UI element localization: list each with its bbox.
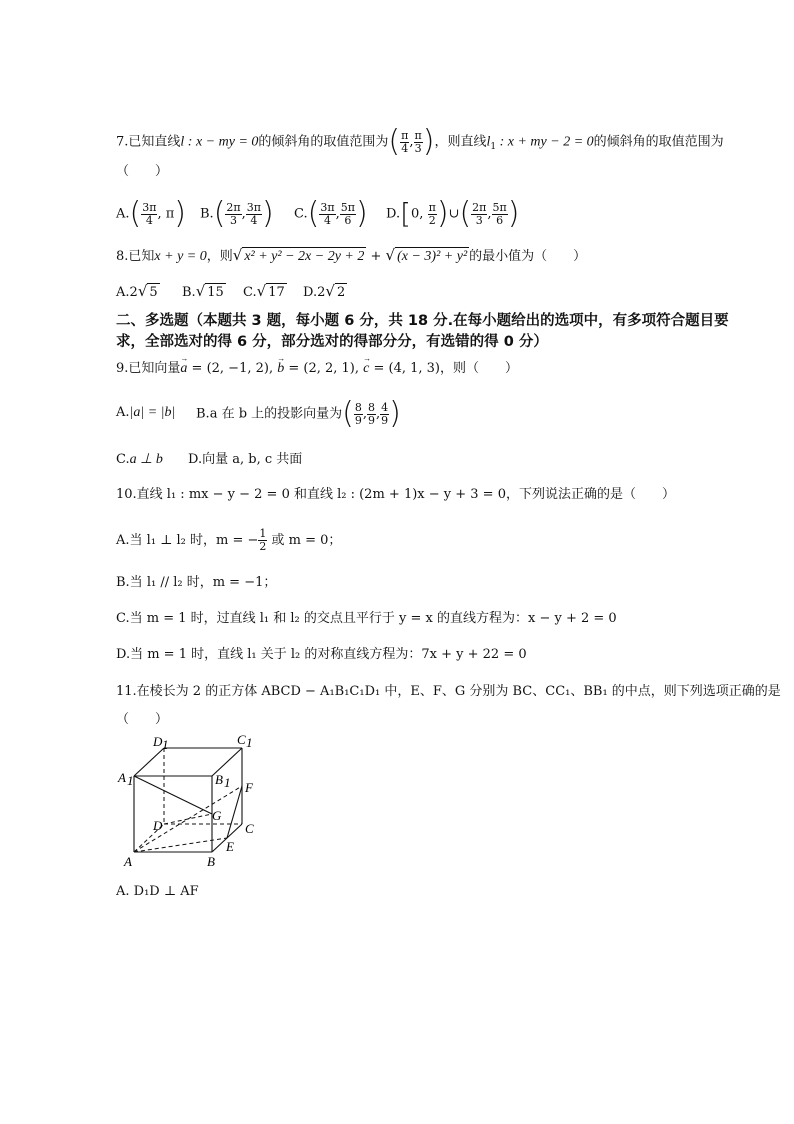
q9-opt-b-text1: a 在 (209, 406, 239, 422)
q9-opt-b-text2: b 上的投影向量为 (238, 406, 343, 422)
q9-opt-d-text: 向量 a, b, c 共面 (202, 452, 303, 467)
q9-opt-d-label: D. (188, 452, 203, 467)
q11-stem: 11.在棱长为 2 的正方体 ABCD − A₁B₁C₁D₁ 中，E、F、G 分别为 BC、CC₁、BB₁ 的中点，则下列选项正确的是 (116, 684, 781, 699)
q7-opt-c-den1: 4 (323, 213, 331, 227)
label-f: F (245, 780, 253, 795)
q8-radical1: x² + y² − 2x − 2y + 2 (244, 249, 365, 264)
q7-line-l1-rest: : x + my − 2 = 0 (496, 134, 594, 150)
q7-option-c: C.( $\frac{3\pi}{4}$ , $\frac{5\pi}{6}$ ) (294, 196, 368, 231)
q7-range-frac-b (414, 130, 423, 155)
label-c1: C (237, 732, 246, 747)
q7-opt-b-den2: 4 (250, 213, 258, 227)
segment-ae (134, 838, 227, 852)
q10-opt-a-num: 1 (259, 527, 267, 540)
q7-frac-a-num: π (401, 128, 409, 142)
label-e: E (226, 839, 234, 854)
q8-opt-a-rad: 5 (149, 285, 158, 300)
q7-opt-c-label: C. (294, 206, 308, 222)
q7-opt-d-den3: 6 (496, 213, 504, 227)
q9-opt-b-d2: 9 (368, 413, 376, 427)
q7-blank: （ ） (116, 164, 169, 179)
q8-opt-b-rad: 15 (207, 285, 224, 300)
q7-range-open: ( (388, 124, 401, 159)
q8-opt-c-label: C. (243, 285, 257, 300)
q7-line-l1-sub: 1 (490, 142, 497, 153)
q8-opt-d-coef: 2 (317, 285, 326, 300)
q10-option-d: D.当 m = 1 时，直线 l₁ 关于 l₂ 的对称直线方程为：7x + y + 22 = 0 (116, 647, 527, 662)
q7-opt-d-den1: 2 (428, 213, 436, 227)
q7-option-a: A.( $\frac{3\pi}{4}$ , π) (116, 196, 187, 231)
q7-line-l: l : x − my = 0 (180, 134, 259, 150)
q10-opt-a-text1: 当 l₁ ⊥ l₂ 时，m = − (129, 533, 259, 548)
q7-opt-a-tail: , π (157, 206, 175, 222)
q7-opt-c-den2: 6 (344, 213, 352, 227)
q8-option-d: D.2√ 2 (303, 282, 346, 300)
q7-range-close: ) (422, 124, 435, 159)
q7-frac-b-den: 3 (414, 141, 422, 155)
section-heading-line2: 求，全部选对的得 6 分，部分选对的得部分分，有选错的得 0 分） (116, 334, 548, 350)
q9-option-c (116, 451, 163, 469)
label-b1: B (215, 772, 223, 787)
q9-opt-b-n3: 4 (381, 400, 389, 414)
q9-option-b: B.a 在 b 上的投影向量为( $\frac{8}{9}$ , $\frac{8}{9}$ , $\frac{4}{9}$ ) (196, 396, 401, 431)
label-a: A (124, 854, 132, 869)
q8-plus: + (366, 249, 386, 264)
q7-opt-b-frac2 (246, 202, 262, 227)
q7-opt-d-num1: π (428, 200, 436, 214)
segment-a1g (134, 776, 212, 814)
q7-opt-b-den1: 3 (230, 213, 238, 227)
q7-opt-a-den: 4 (145, 213, 153, 227)
q7-option-b: B.( $\frac{2\pi}{3}$ , $\frac{3\pi}{4}$ ) (200, 196, 274, 231)
q7-opt-a-num: 3π (142, 200, 157, 214)
q8-radical2: (x − 3)² + y² (397, 249, 468, 264)
q8-condition: x + y = 0 (154, 249, 207, 264)
q8-opt-a-label: A. (116, 285, 130, 300)
label-c1-sub: 1 (246, 735, 253, 750)
q8-option-a: A.2√ 5 (116, 282, 158, 300)
q7-line-l1: l (486, 134, 491, 150)
label-g: G (212, 808, 222, 823)
q7-stem-mid1: 的倾斜角的取值范围为 (258, 134, 389, 150)
q8-opt-c-rad: 17 (268, 285, 285, 300)
q9-eq-c: = (4, 1, 3) (369, 361, 441, 376)
q10-option-a (116, 528, 341, 553)
q10-opt-a-label: A. (116, 533, 130, 548)
q10-option-b: B.当 l₁ // l₂ 时，m = −1； (116, 575, 277, 590)
q8-stem (116, 246, 586, 266)
label-d1-sub: 1 (162, 737, 169, 752)
q9-opt-b-d3: 9 (381, 413, 389, 427)
q9-stem (116, 360, 518, 378)
q9-opt-b-frac3 (380, 402, 389, 427)
q7-stem-mid2: ，则直线 (434, 134, 487, 150)
q10-stem: 10.直线 l₁ : mx − y − 2 = 0 和直线 l₂ : (2m + 1)x − y + 3 = 0，下列说法正确的是（ ） (116, 487, 675, 502)
label-d1: D (153, 734, 163, 749)
q9-vec-a: → a (180, 360, 187, 378)
q9-vec-c: → c (363, 360, 369, 378)
label-c: C (245, 821, 254, 836)
q9-eq-b: = (2, 2, 1), (284, 361, 364, 376)
label-b: B (207, 854, 215, 869)
label-a1: A (118, 770, 126, 785)
label-d: D (153, 818, 163, 833)
q7-opt-c-num1: 3π (320, 200, 335, 214)
segment-dg (164, 814, 212, 824)
q7-stem: 7.已知直线l : x − my = 0的倾斜角的取值范围为( $\frac{\pi}{4}$ , $\frac{\pi}{3}$ )，则直线$l_1$ : x + my − 2 = 0的倾斜角的取值范围为 (116, 124, 724, 159)
q7-opt-c-frac1 (319, 202, 335, 227)
q7-opt-d-frac2 (471, 202, 487, 227)
q9-opt-b-frac2 (367, 402, 376, 427)
label-a1-sub: 1 (127, 773, 134, 788)
q7-opt-c-num2: 5π (340, 200, 355, 214)
q9-opt-b-label: B. (196, 406, 210, 422)
q9-opt-b-n1: 8 (354, 400, 362, 414)
q10-option-c: C.当 m = 1 时，过直线 l₁ 和 l₂ 的交点且平行于 y = x 的直线方程为：x − y + 2 = 0 (116, 611, 617, 626)
q7-opt-b-frac1 (225, 202, 241, 227)
q7-opt-d-num3: 5π (492, 200, 507, 214)
q7-range-frac-a (400, 130, 409, 155)
q7-opt-a-frac (141, 202, 157, 227)
q11-blank: （ ） (116, 712, 169, 727)
q9-option-d (188, 451, 302, 469)
q7-frac-a-den: 4 (401, 141, 409, 155)
q7-opt-d-label: D. (386, 206, 401, 222)
q7-opt-b-num1: 2π (226, 200, 241, 214)
q9-stem-prefix: 9.已知向量 (116, 361, 181, 376)
q10-opt-a-text2: 或 m = 0； (267, 533, 342, 548)
q7-opt-d-num2: 2π (472, 200, 487, 214)
q8-stem-mid: ，则 (206, 249, 233, 264)
q7-option-d: D.[0, $\frac{\pi}{2}$ )∪( $\frac{2\pi}{3}$ , $\frac{5\pi}{6}$ ) (386, 196, 520, 231)
q9-eq-a: = (2, −1, 2), (187, 361, 278, 376)
q7-opt-b-num2: 3π (246, 200, 262, 214)
q9-opt-b-d1: 9 (354, 413, 362, 427)
q9-stem-suffix: ，则（ ） (440, 361, 519, 376)
q7-stem-prefix: 7.已知直线 (116, 134, 181, 150)
q7-frac-b-num: π (414, 128, 422, 142)
q11-option-a: A. D₁D ⊥ AF (116, 884, 199, 899)
q7-opt-d-union: ∪ (448, 206, 460, 222)
cube-figure (112, 732, 272, 872)
q7-opt-b-label: B. (200, 206, 214, 222)
q8-stem-suffix: 的最小值为（ ） (469, 249, 587, 264)
q8-opt-b-label: B. (182, 285, 196, 300)
q7-opt-c-frac2 (340, 202, 356, 227)
section-heading-line1: 二、多选题（本题共 3 题，每小题 6 分，共 18 分.在每小题给出的选项中，有多项符合题目要 (116, 313, 729, 329)
q9-opt-a-text: |a| = |b| (129, 405, 176, 420)
label-b1-sub: 1 (224, 775, 231, 790)
q8-option-b: B.√ 15 (182, 282, 224, 300)
q8-opt-a-coef: 2 (129, 285, 138, 300)
edge-a1d1 (134, 748, 164, 776)
q7-opt-d-frac1 (428, 202, 437, 227)
q9-opt-b-n2: 8 (368, 400, 376, 414)
q8-opt-d-label: D. (303, 285, 318, 300)
q8-radical1-sign: √ (232, 246, 243, 264)
q8-option-c: C.√ 17 (243, 282, 285, 300)
q7-stem-suffix: 的倾斜角的取值范围为 (593, 134, 724, 150)
q9-opt-a-label: A. (116, 405, 130, 420)
q9-opt-b-frac1 (354, 402, 363, 427)
q9-opt-c-text: a ⊥ b (129, 452, 163, 467)
q7-opt-d-frac3 (492, 202, 508, 227)
q10-opt-a-den: 2 (259, 540, 267, 553)
q8-stem-prefix: 8.已知 (116, 249, 155, 264)
q7-opt-d-den2: 3 (475, 213, 483, 227)
q8-radical2-sign: √ (385, 246, 396, 264)
q7-opt-a-label: A. (116, 206, 130, 222)
segment-ef (227, 786, 242, 838)
q8-opt-d-rad: 2 (336, 285, 346, 300)
q9-option-a (116, 404, 175, 422)
q9-opt-c-label: C. (116, 452, 130, 467)
q9-vec-b: → b (277, 360, 284, 378)
q7-opt-d-head: 0, (411, 206, 428, 222)
